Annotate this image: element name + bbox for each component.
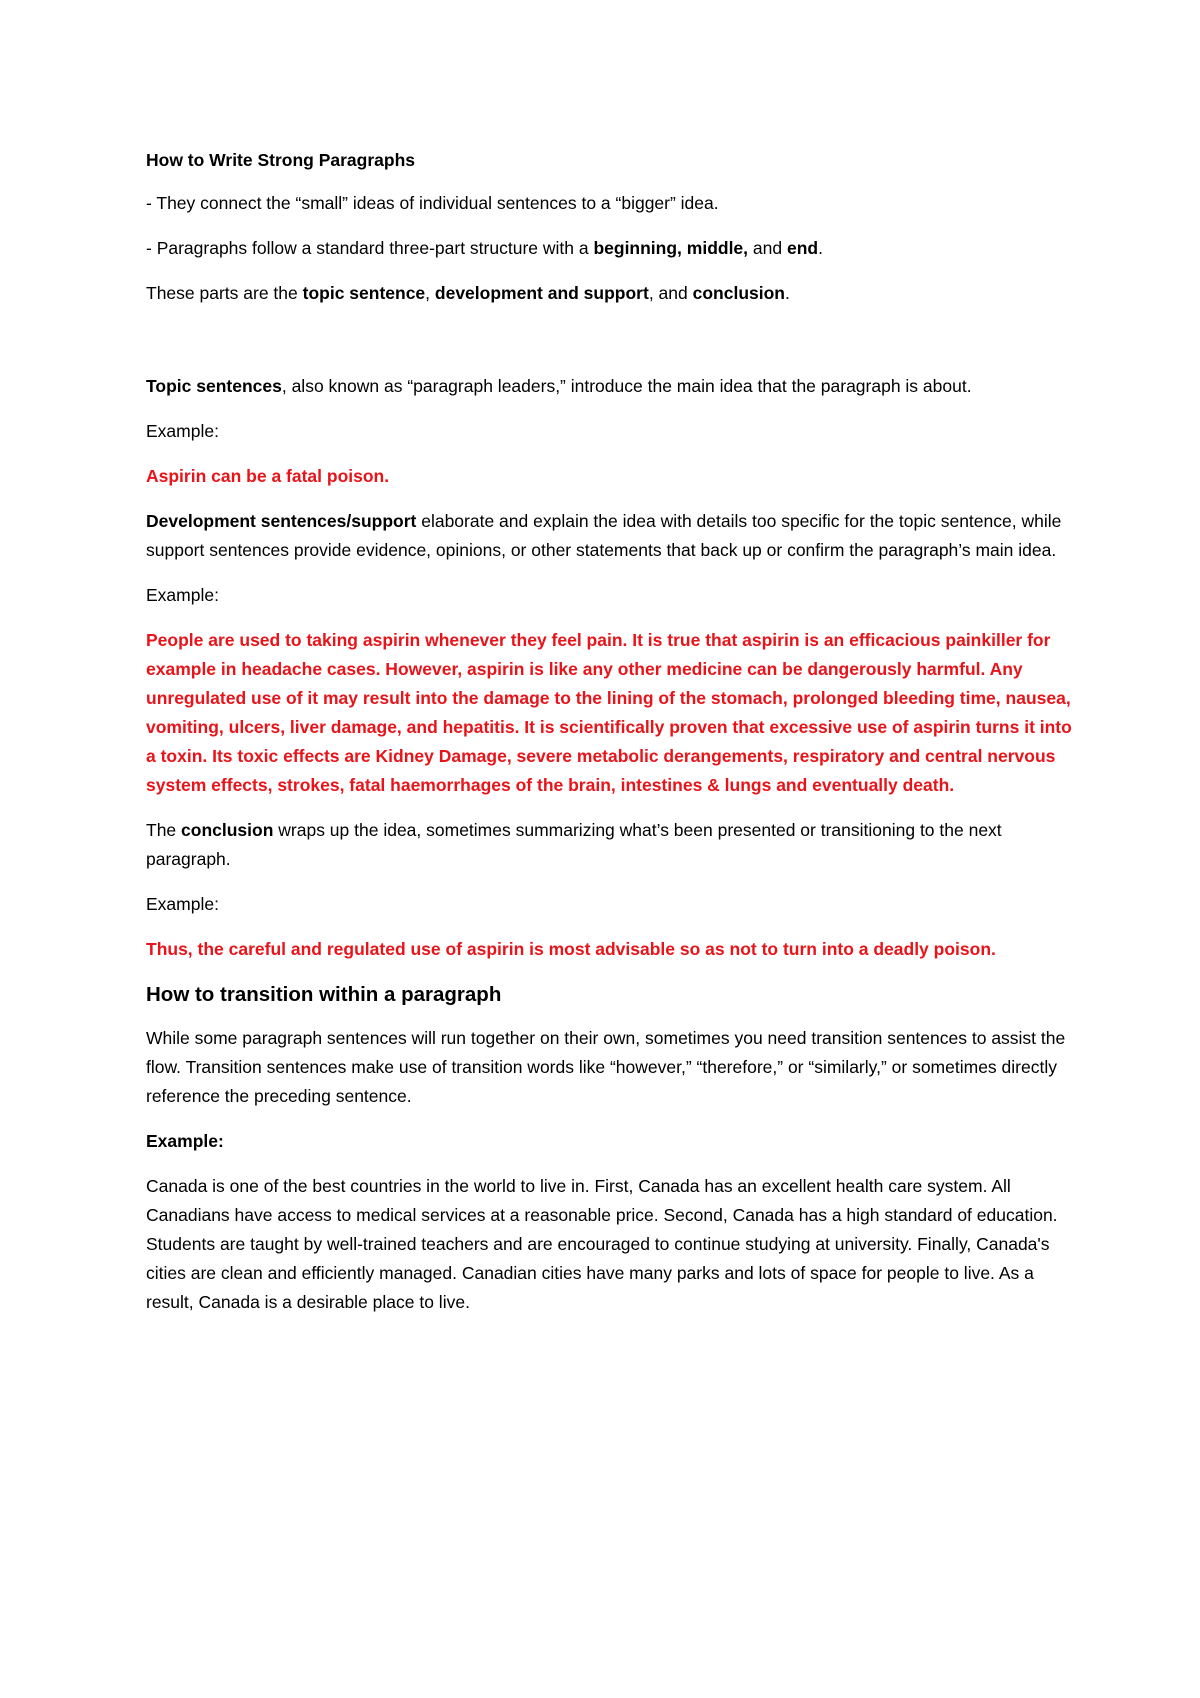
development-paragraph: Development sentences/support elaborate and explain the idea with details too specific for the topic sentence, while support sentences provide evidence, opinions, or other statements that back up or confirm the paragraph’s main idea.: [146, 511, 1062, 560]
parts-sentence: These parts are the topic sentence, development and support, and conclusion.: [146, 283, 790, 303]
canada-example: Canada is one of the best countries in the world to live in. First, Canada has an excellent health care system. All Canadians have access to medical services at a reasonable price. Second, Canada has a high standard of education. Students are taught by well-trained teachers and are encouraged to continue studying at university. Finally, Canada's cities are clean and efficiently managed. Canadian cities have many parks and lots of space for people to live. As a result, Canada is a desirable place to live.: [146, 1176, 1058, 1312]
blank-spacer: [146, 324, 1076, 372]
bullet-three-part-structure: - Paragraphs follow a standard three-part structure with a beginning, middle, and end.: [146, 238, 823, 258]
topic-example: Aspirin can be a fatal poison.: [146, 466, 390, 486]
conclusion-example: Thus, the careful and regulated use of aspirin is most advisable so as not to turn into a deadly poison.: [146, 939, 996, 959]
development-example: People are used to taking aspirin whenever they feel pain. It is true that aspirin is an efficacious painkiller for example in headache cases. However, aspirin is like any other medicine can be dangerously harmful. Any unregulated use of it may result into the damage to the lining of the stomach, prolonged bleeding time, nausea, vomiting, ulcers, liver damage, and hepatitis. It is scientifically proven that excessive use of aspirin turns it into a toxin. Its toxic effects are Kidney Damage, severe metabolic derangements, respiratory and central nervous system effects, strokes, fatal haemorrhages of the brain, intestines & lungs and eventually death.: [146, 630, 1072, 795]
document-body: [146, 146, 1076, 1333]
example-label: Example:: [146, 894, 219, 914]
topic-sentence-paragraph: Topic sentences, also known as “paragraph leaders,” introduce the main idea that the paragraph is about.: [146, 376, 972, 396]
document-title: How to Write Strong Paragraphs: [146, 150, 416, 170]
bullet-small-ideas: - They connect the “small” ideas of individual sentences to a “bigger” idea.: [146, 193, 719, 213]
example-label-bold: Example:: [146, 1131, 224, 1151]
conclusion-paragraph: The conclusion wraps up the idea, sometimes summarizing what’s been presented or transitioning to the next paragraph.: [146, 820, 1002, 869]
example-label: Example:: [146, 585, 219, 605]
transition-paragraph: While some paragraph sentences will run together on their own, sometimes you need transition sentences to assist the flow. Transition sentences make use of transition words like “however,” “therefore,” or “similarly,” or sometimes directly reference the preceding sentence.: [146, 1028, 1066, 1106]
transition-heading: How to transition within a paragraph: [146, 983, 502, 1006]
example-label: Example:: [146, 421, 219, 441]
